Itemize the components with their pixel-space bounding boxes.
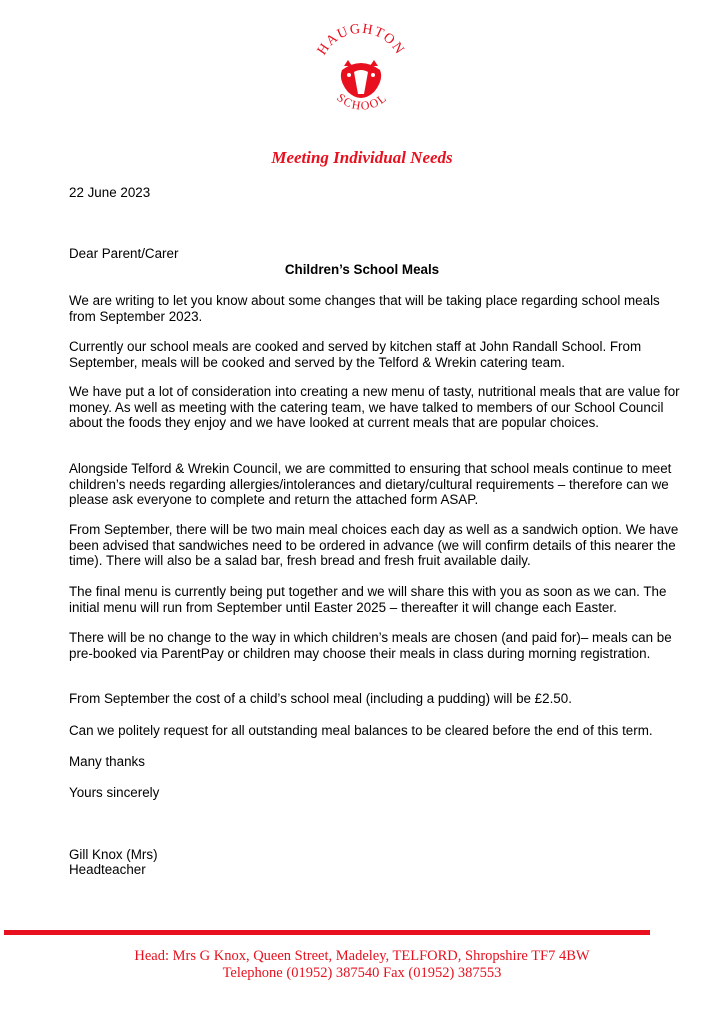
letter-closing: Yours sincerely — [69, 785, 160, 800]
letter-paragraph: Can we politely request for all outstanding meal balances to be cleared before the end of this term. — [69, 723, 653, 738]
footer-divider — [4, 930, 650, 935]
badger-emblem — [341, 60, 381, 98]
letter-paragraph: There will be no change to the way in which children’s meals are chosen (and paid for)– meals can be pre-booked via ParentPay or children may choose their meals in class during morning registration. — [69, 630, 672, 661]
letter-paragraph: We have put a lot of consideration into creating a new menu of tasty, nutritional meals that are value for money. As well as meeting with the catering team, we have talked to members of our School Council about the foods they enjoy and we have looked at current meals that are popular choices. — [69, 384, 680, 431]
letter-salutation: Dear Parent/Carer — [69, 246, 179, 261]
svg-text:HAUGHTON — [315, 22, 407, 58]
letter-subject: Children’s School Meals — [284, 262, 440, 277]
letter-paragraph: From September, there will be two main meal choices each day as well as a sandwich option. We have been advised that sandwiches need to be ordered in advance (we will confirm details of this nearer the time). There will also be a salad bar, fresh bread and fresh fruit available daily. — [69, 522, 679, 569]
school-tagline: Meeting Individual Needs — [271, 148, 453, 167]
letter-date: 22 June 2023 — [69, 185, 151, 200]
letter-paragraph: Alongside Telford & Wrekin Council, we are committed to ensuring that school meals continue to meet children’s needs regarding allergies/intolerances and dietary/cultural requirements – therefore can we please ask everyone to complete and return the attached form ASAP. — [69, 461, 672, 508]
school-logo — [308, 12, 414, 130]
signatory-name: Gill Knox (Mrs) — [69, 847, 158, 862]
letter-paragraph: Currently our school meals are cooked and served by kitchen staff at John Randall School. From September, meals will be cooked and served by the Telford & Wrekin catering team. — [69, 339, 642, 370]
footer-phone: Telephone (01952) 387540 Fax (01952) 387553 — [222, 965, 502, 981]
letter-thanks: Many thanks — [69, 754, 145, 769]
letter-paragraph: The final menu is currently being put together and we will share this with you as soon as we can. The initial menu will run from September until Easter 2025 – thereafter it will change each Easter. — [69, 584, 667, 615]
logo-text-top: HAUGHTON — [314, 21, 408, 58]
letter-paragraph: We are writing to let you know about some changes that will be taking place regarding school meals from September 2023. — [69, 293, 660, 324]
signatory-title: Headteacher — [69, 862, 146, 877]
logo-text-bottom: SCHOOL — [334, 90, 390, 113]
footer-address: Head: Mrs G Knox, Queen Street, Madeley, TELFORD, Shropshire TF7 4BW — [134, 948, 590, 964]
letter-paragraph: From September the cost of a child’s school meal (including a pudding) will be £2.50. — [69, 691, 572, 706]
